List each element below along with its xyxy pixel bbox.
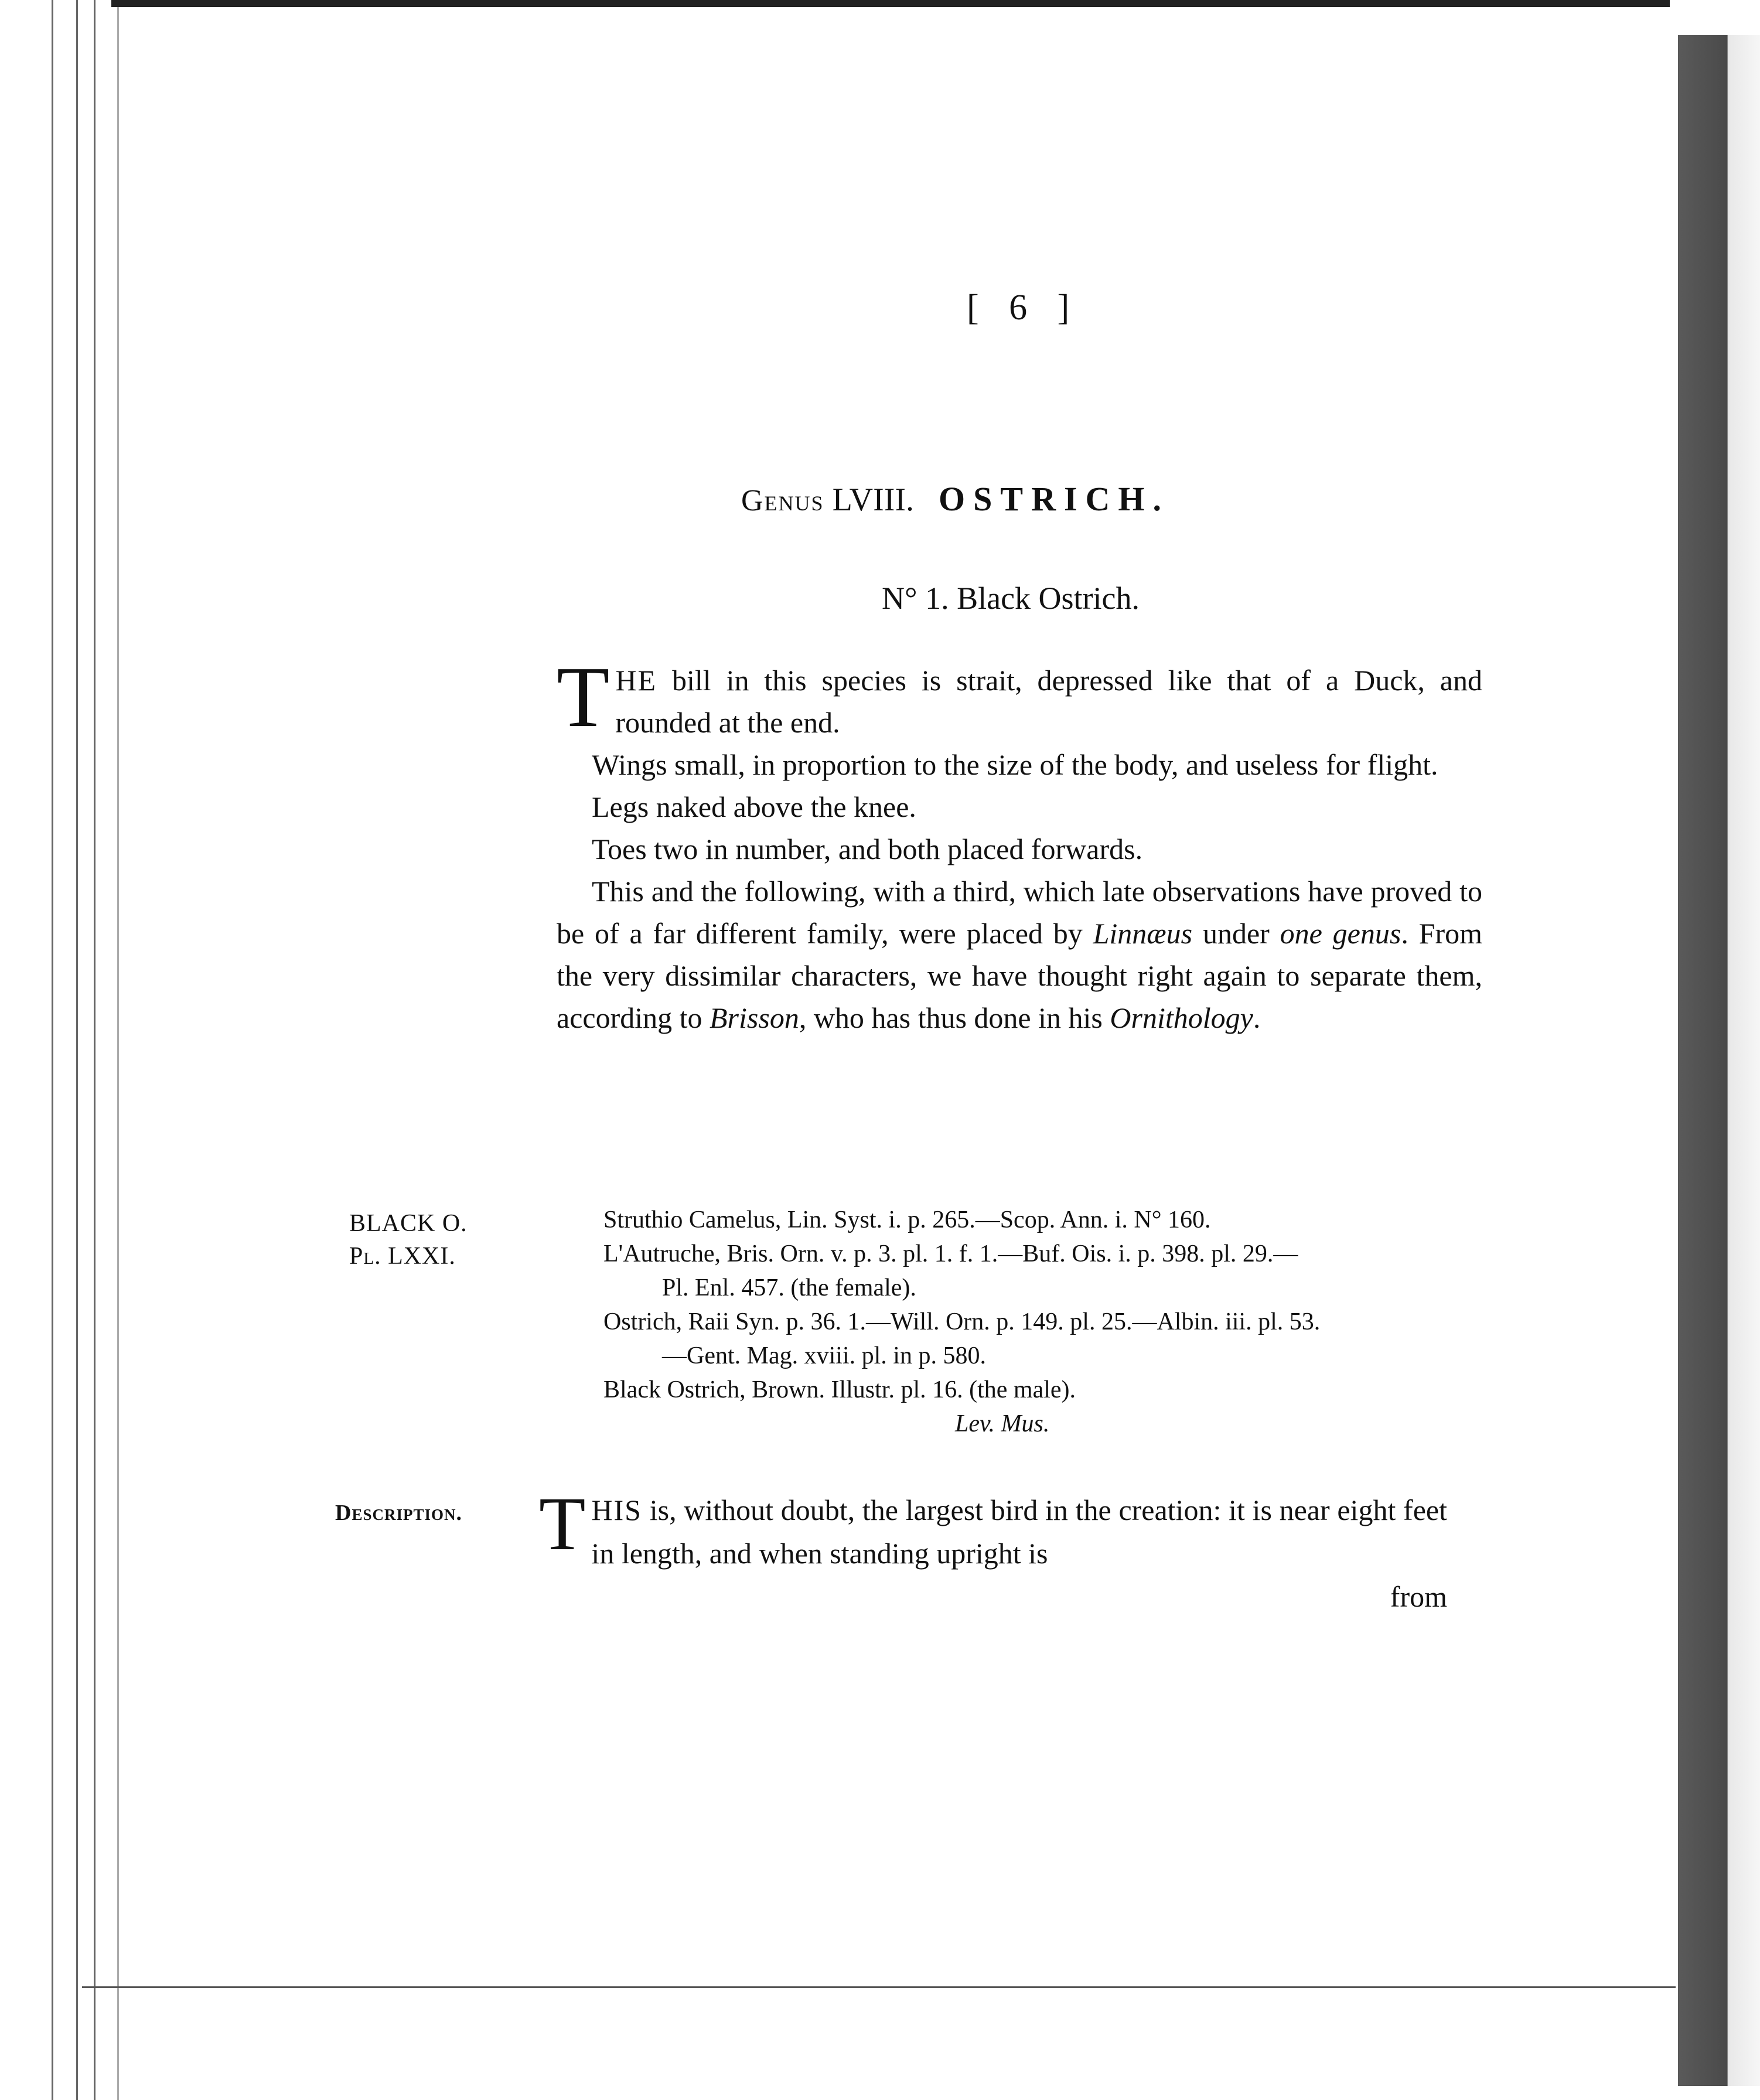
p5-linnaeus: Linnæus	[1093, 917, 1193, 950]
intro-paragraph-1	[557, 649, 1482, 745]
synonymy-references	[603, 1203, 1471, 1441]
p5-a: This and the following, with a third, which late observations have proved to be of a far different family, were placed by	[557, 875, 1482, 950]
reference-line: L'Autruche, Bris. Orn. v. p. 3. pl. 1. f. 1.—Buf. Ois. i. p. 398. pl. 29.—	[603, 1240, 1298, 1267]
intro-paragraph-2: Wings small, in proportion to the size of the body, and useless for flight.	[592, 748, 1438, 781]
intro-paragraph-5	[557, 870, 1482, 1039]
genus-heading	[741, 479, 1327, 519]
reference-line: —Gent. Mag. xviii. pl. in p. 580.	[662, 1342, 986, 1369]
margin-note-species	[349, 1207, 468, 1273]
description-caps: HIS	[591, 1494, 642, 1526]
reference-line: Black Ostrich, Brown. Illustr. pl. 16. (the male).	[603, 1376, 1076, 1403]
intro-paragraph-4: Toes two in number, and both placed forwards.	[592, 833, 1143, 865]
page-gutter-shadow	[1678, 35, 1760, 2086]
genus-name: OSTRICH.	[939, 480, 1170, 518]
reference-line: Ostrich, Raii Syn. p. 36. 1.—Will. Orn. p. 149. pl. 25.—Albin. iii. pl. 53.	[603, 1308, 1321, 1335]
page-edge-line	[117, 0, 119, 2100]
p5-b: under	[1192, 917, 1280, 950]
p5-brisson: Brisson	[710, 1001, 799, 1034]
species-title: N° 1. Black Ostrich.	[882, 581, 1140, 616]
reference-line: Pl. Enl. 457. (the female).	[662, 1274, 916, 1301]
description-text	[539, 1482, 1447, 1618]
reference-museum: Lev. Mus.	[955, 1410, 1050, 1437]
drop-cap: T	[557, 649, 610, 745]
p5-e: .	[1253, 1001, 1261, 1034]
intro-text-1: bill in this species is strait, depressed like that of a Duck, and rounded at the end.	[615, 664, 1482, 739]
description-label: Description.	[335, 1501, 462, 1525]
page-edge-line	[76, 0, 78, 2100]
page-number: [ 6 ]	[967, 288, 1080, 328]
p5-ornithology: Ornithology	[1110, 1001, 1253, 1034]
drop-cap: T	[539, 1482, 586, 1566]
genus-number: LVIII.	[832, 482, 915, 518]
page-edge-line	[52, 0, 53, 2100]
reference-location	[603, 1407, 1471, 1441]
p5-one-genus: one genus	[1280, 917, 1401, 950]
catchword: from	[1390, 1580, 1447, 1613]
margin-note-line-2: Pl. LXXI.	[349, 1243, 456, 1270]
reference-line: Struthio Camelus, Lin. Syst. i. p. 265.—Scop. Ann. i. N° 160.	[603, 1206, 1211, 1233]
page-edge-line	[94, 0, 95, 2100]
description-paragraph	[539, 1482, 1447, 1575]
intro-caps: HE	[615, 664, 657, 697]
p5-d: , who has thus done in his	[799, 1001, 1110, 1034]
page-top-edge	[111, 0, 1670, 7]
intro-paragraph-3: Legs naked above the knee.	[592, 790, 916, 823]
page-bottom-edge	[82, 1986, 1676, 1988]
description-body: is, without doubt, the largest bird in the creation: it is near eight feet in length, and when standing upright is	[591, 1494, 1447, 1570]
margin-note-line-1: BLACK O.	[349, 1210, 468, 1237]
intro-text	[557, 649, 1483, 1039]
genus-label: Genus	[741, 484, 824, 517]
p5-c: . From the very dissimilar characters, we have thought right again to separate them, according to	[557, 917, 1483, 1034]
